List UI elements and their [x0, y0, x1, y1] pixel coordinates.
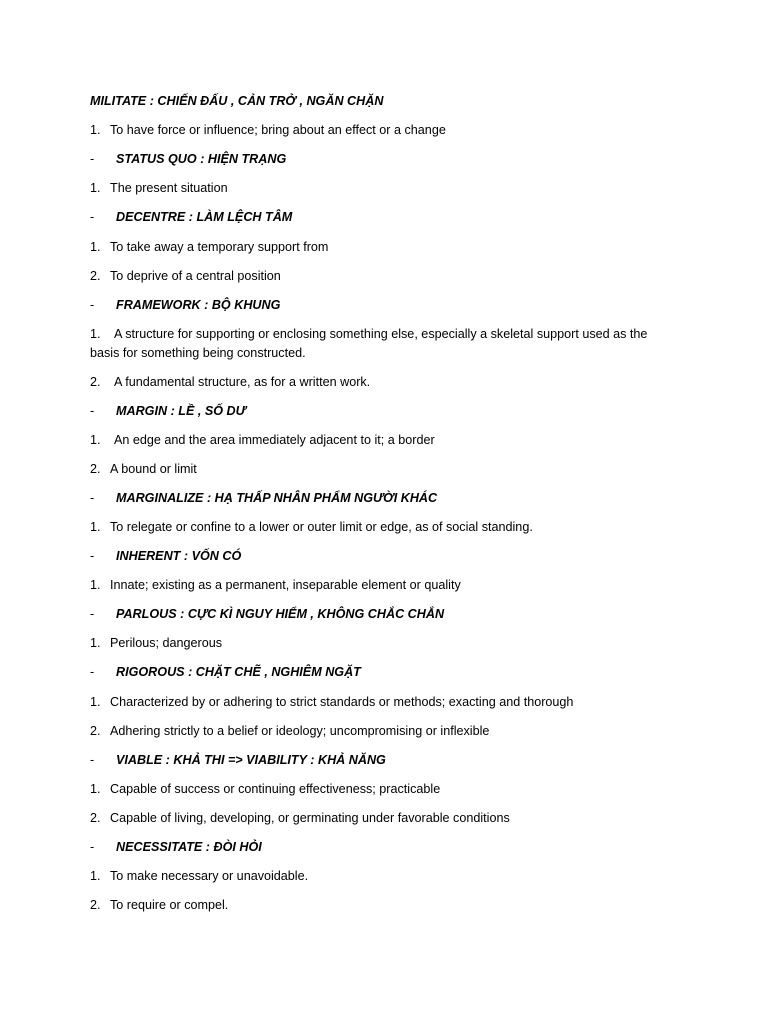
- dash-bullet: -: [90, 549, 95, 563]
- definition-line: [90, 325, 660, 363]
- definition-number: 2.: [90, 811, 101, 825]
- definition-text: To deprive of a central position: [110, 269, 281, 283]
- entry-heading: MILITATE : CHIẾN ĐẤU , CẢN TRỞ , NGĂN CHẶN: [90, 94, 384, 108]
- definition-number: 1.: [90, 636, 101, 650]
- definition-number: 1.: [90, 578, 101, 592]
- definition-line: [90, 867, 670, 886]
- entry-heading-line: [90, 751, 670, 770]
- entry-term: FRAMEWORK : BỘ KHUNG: [116, 298, 281, 312]
- definition-number: 1.: [90, 327, 101, 341]
- definition-line: [90, 693, 670, 712]
- dash-bullet: -: [90, 840, 95, 854]
- entry-term: MARGIN : LỀ , SỐ DƯ: [116, 404, 246, 418]
- definition-text: To take away a temporary support from: [110, 240, 329, 254]
- definition-number: 1.: [90, 782, 101, 796]
- definition-text: Capable of living, developing, or germinating under favorable conditions: [110, 811, 510, 825]
- entry-term: INHERENT : VỐN CÓ: [116, 549, 242, 563]
- definition-text: Perilous; dangerous: [110, 636, 223, 650]
- definition-line: [90, 722, 670, 741]
- definition-text: To require or compel.: [110, 898, 229, 912]
- definition-line: [90, 431, 670, 450]
- definition-text: To make necessary or unavoidable.: [110, 869, 309, 883]
- dash-bullet: -: [90, 491, 95, 505]
- definition-line: [90, 179, 670, 198]
- definition-number: 1.: [90, 869, 101, 883]
- dash-bullet: -: [90, 210, 95, 224]
- entry-heading-line: [90, 208, 670, 227]
- entry-term: RIGOROUS : CHẶT CHẼ , NGHIÊM NGẶT: [116, 665, 361, 679]
- entry-term: PARLOUS : CỰC KÌ NGUY HIỂM , KHÔNG CHẮC CHẮN: [116, 607, 445, 621]
- definition-text: Characterized by or adhering to strict standards or methods; exacting and thorough: [110, 695, 574, 709]
- dash-bullet: -: [90, 607, 95, 621]
- definition-text: To relegate or confine to a lower or outer limit or edge, as of social standing.: [110, 520, 533, 534]
- definition-number: 1.: [90, 181, 101, 195]
- definition-text: Adhering strictly to a belief or ideology; uncompromising or inflexible: [110, 724, 490, 738]
- entry-heading-line: [90, 547, 670, 566]
- definition-number: 2.: [90, 898, 101, 912]
- definition-number: 2.: [90, 724, 101, 738]
- dash-bullet: -: [90, 404, 95, 418]
- definition-number: 1.: [90, 520, 101, 534]
- definition-line: [90, 460, 670, 479]
- definition-line: [90, 634, 670, 653]
- definition-text: Capable of success or continuing effectiveness; practicable: [110, 782, 441, 796]
- entry-term: VIABLE : KHẢ THI => VIABILITY : KHẢ NĂNG: [116, 753, 386, 767]
- definition-line: [90, 373, 670, 392]
- definition-number: 1.: [90, 695, 101, 709]
- definition-line: [90, 121, 670, 140]
- entry-term: NECESSITATE : ĐÒI HỎI: [116, 840, 262, 854]
- definition-line: [90, 267, 670, 286]
- definition-text: To have force or influence; bring about an effect or a change: [110, 123, 446, 137]
- definition-text: A bound or limit: [110, 462, 197, 476]
- definition-line: [90, 518, 670, 537]
- definition-number: 1.: [90, 123, 101, 137]
- entry-heading-line: [90, 296, 670, 315]
- definition-number: 2.: [90, 269, 101, 283]
- entry-heading-line: [90, 663, 670, 682]
- dash-bullet: -: [90, 665, 95, 679]
- entry-heading-line: [90, 489, 670, 508]
- entry-heading-line: [90, 402, 670, 421]
- definition-number: 1.: [90, 240, 101, 254]
- definition-text: Innate; existing as a permanent, inseparable element or quality: [110, 578, 461, 592]
- entry-heading-line: [90, 605, 670, 624]
- definition-number: 1.: [90, 433, 101, 447]
- definition-text: A fundamental structure, as for a written work.: [114, 375, 371, 389]
- entry-term: MARGINALIZE : HẠ THẤP NHÂN PHẨM NGƯỜI KHÁC: [116, 491, 438, 505]
- definition-text: The present situation: [110, 181, 228, 195]
- definition-text: An edge and the area immediately adjacent to it; a border: [114, 433, 435, 447]
- entry-heading-line: [90, 150, 670, 169]
- definition-line: [90, 780, 670, 799]
- definition-number: 2.: [90, 375, 101, 389]
- definition-text: A structure for supporting or enclosing something else, especially a skeletal support used as the basis for something being constructed.: [90, 327, 648, 360]
- dash-bullet: -: [90, 152, 95, 166]
- definition-line: [90, 576, 670, 595]
- definition-number: 2.: [90, 462, 101, 476]
- dash-bullet: -: [90, 298, 95, 312]
- definition-line: [90, 896, 670, 915]
- definition-line: [90, 238, 670, 257]
- definition-line: [90, 809, 670, 828]
- entry-term: DECENTRE : LÀM LỆCH TÂM: [116, 210, 293, 224]
- dash-bullet: -: [90, 753, 95, 767]
- entry-term: STATUS QUO : HIỆN TRẠNG: [116, 152, 287, 166]
- entry-heading-line: [90, 838, 670, 857]
